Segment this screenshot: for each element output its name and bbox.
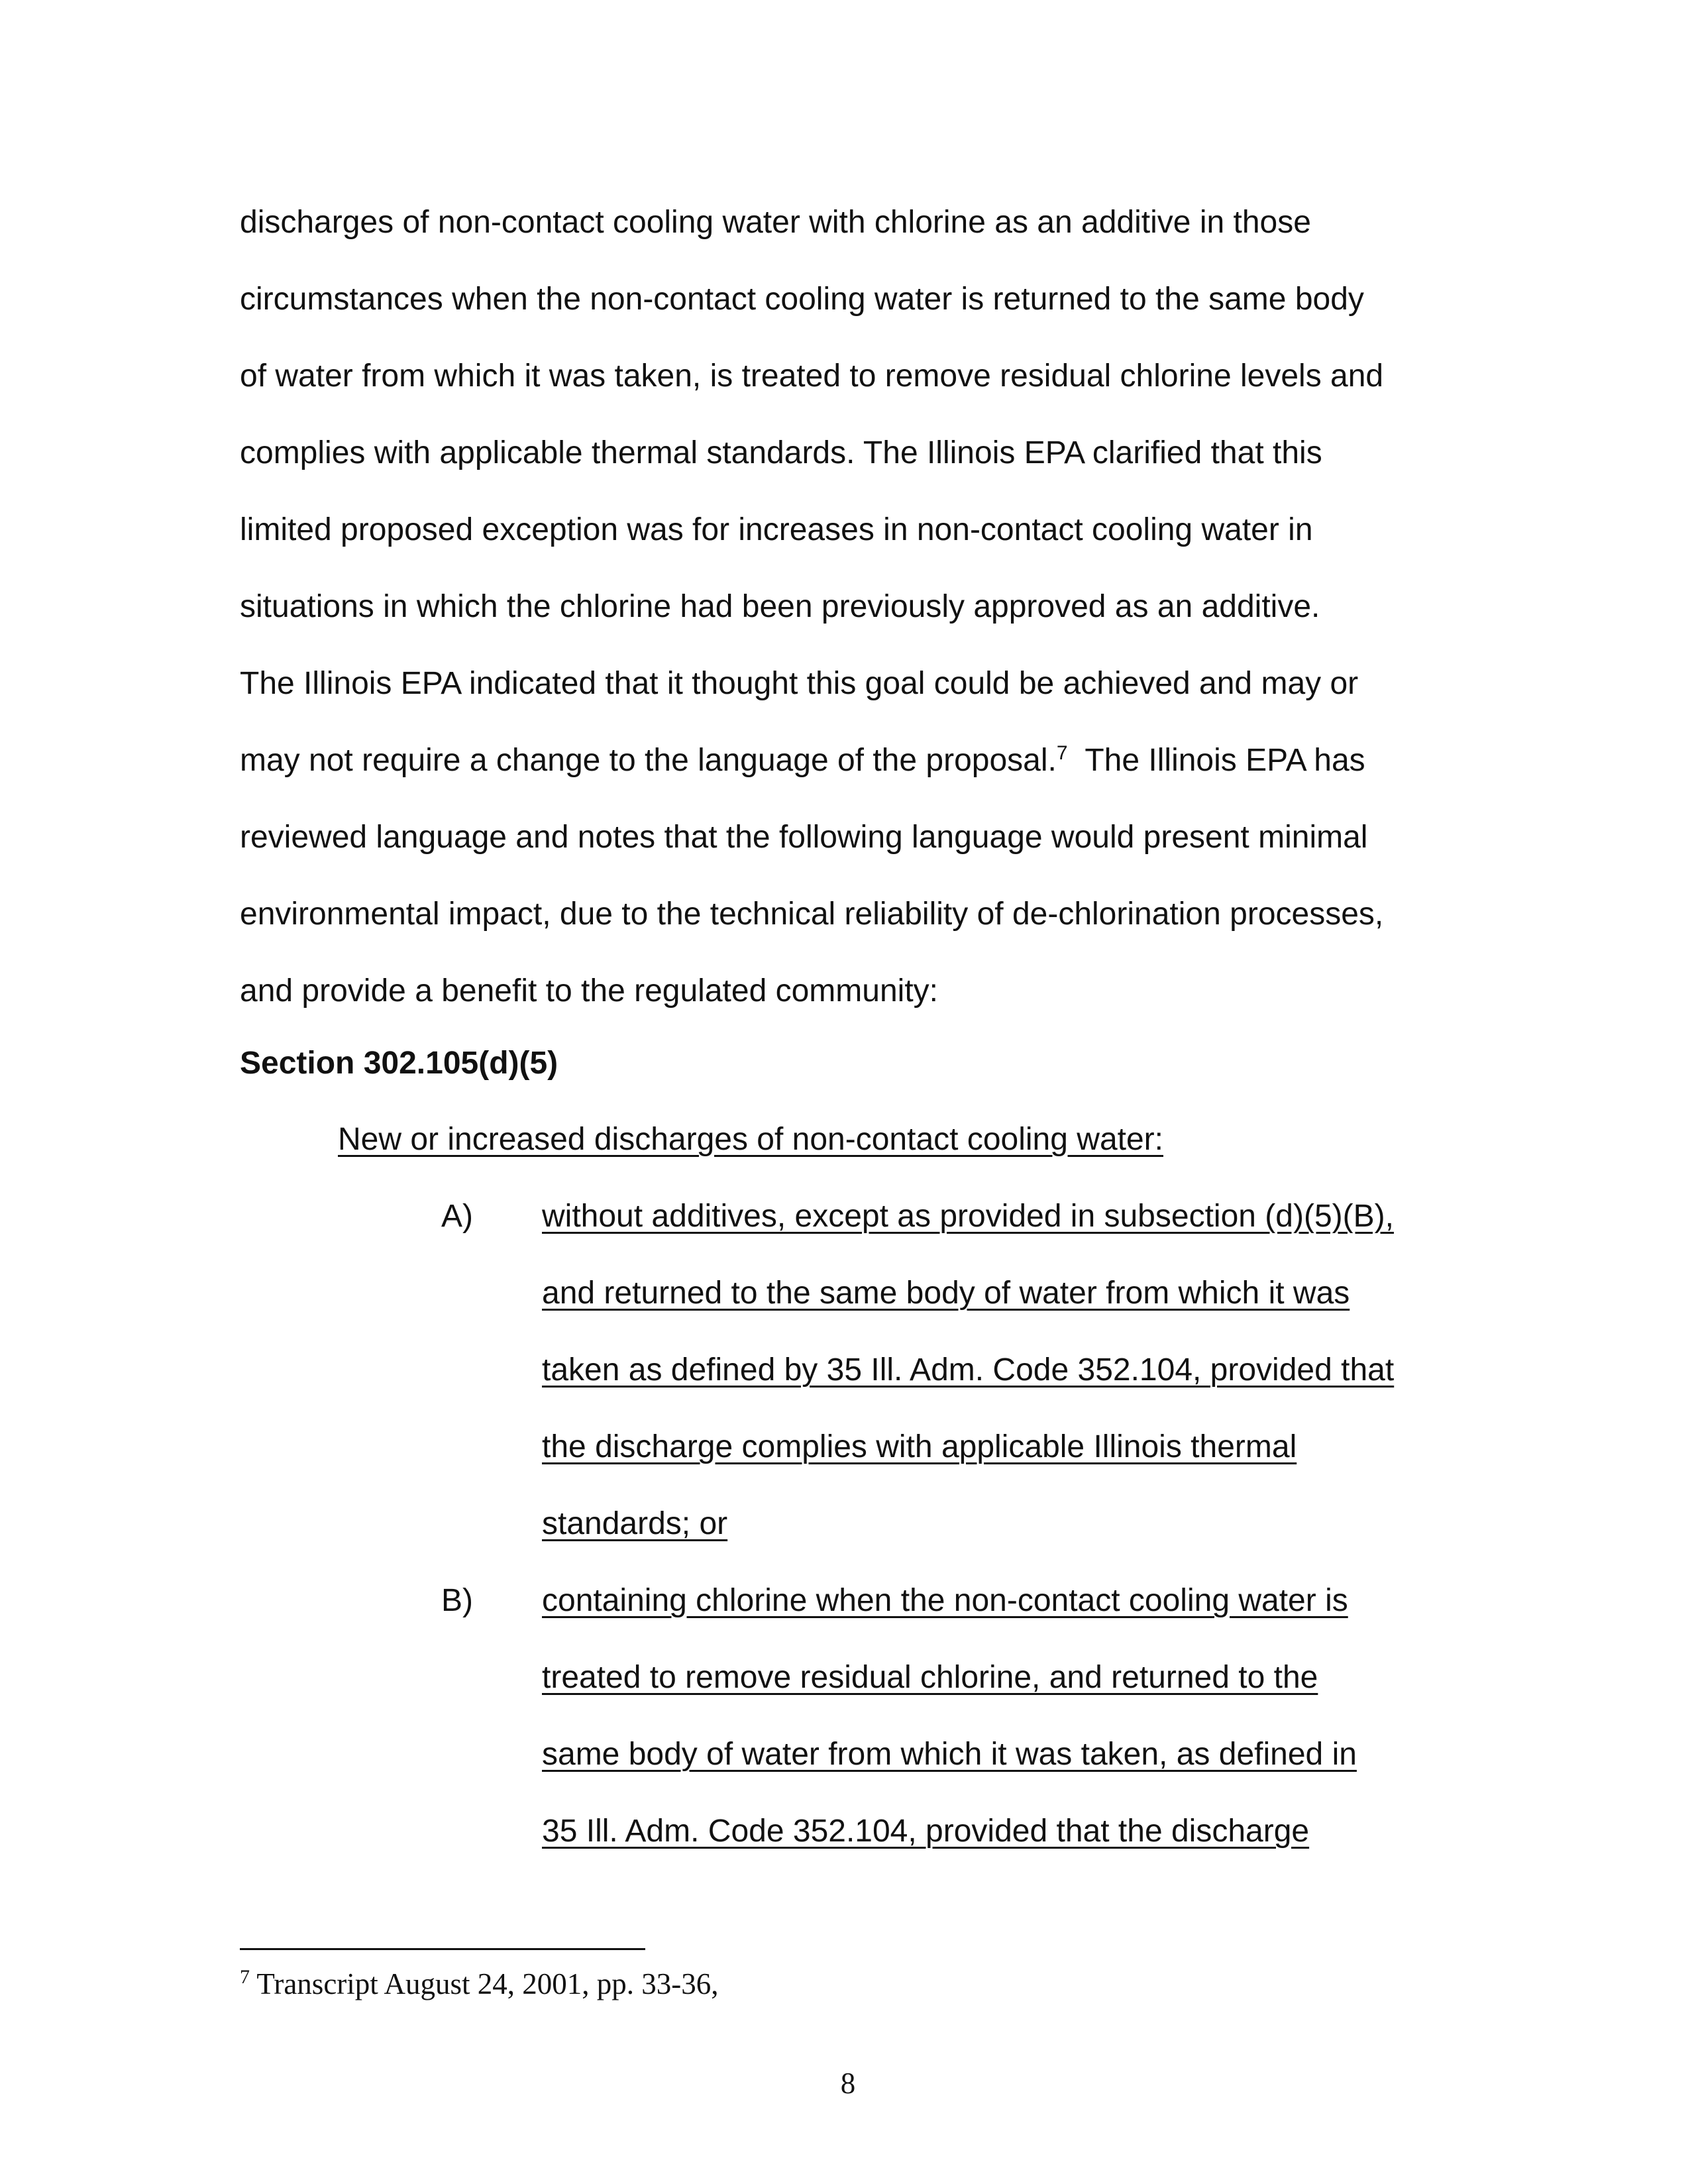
item-a-line: standards; or: [542, 1506, 728, 1541]
item-a-line: and returned to the same body of water from which it was: [542, 1276, 1350, 1311]
body-line: environmental impact, due to the technical reliability of de-chlorination processes,: [240, 897, 1384, 932]
item-a-line: the discharge complies with applicable Illinois thermal: [542, 1429, 1297, 1464]
body-line: and provide a benefit to the regulated community:: [240, 973, 938, 1009]
item-b-line: 35 Ill. Adm. Code 352.104, provided that the discharge: [542, 1814, 1310, 1849]
item-b-line: treated to remove residual chlorine, and returned to the: [542, 1660, 1318, 1695]
section-intro: New or increased discharges of non-contact cooling water:: [338, 1122, 1163, 1157]
footnote-text: Transcript August 24, 2001, pp. 33-36,: [250, 1967, 719, 2000]
item-b-line: containing chlorine when the non-contact cooling water is: [542, 1583, 1348, 1618]
body-line: discharges of non-contact cooling water with chlorine as an additive in those: [240, 205, 1311, 240]
body-line: limited proposed exception was for increases in non-contact cooling water in: [240, 512, 1313, 547]
item-a-line: without additives, except as provided in subsection (d)(5)(B),: [542, 1199, 1394, 1234]
footnote-number: 7: [240, 1966, 250, 1988]
body-line: circumstances when the non-contact cooling water is returned to the same body: [240, 282, 1364, 317]
body-line: of water from which it was taken, is treated to remove residual chlorine levels and: [240, 358, 1384, 394]
footnote-separator: [240, 1948, 645, 1950]
page-number: 8: [840, 2067, 856, 2100]
item-a-line: taken as defined by 35 Ill. Adm. Code 352.104, provided that: [542, 1352, 1395, 1388]
section-heading: Section 302.105(d)(5): [240, 1046, 558, 1081]
body-line-text-tail: The Illinois EPA has: [1067, 743, 1365, 778]
body-line: The Illinois EPA indicated that it thought this goal could be achieved and may or: [240, 666, 1359, 701]
body-line: complies with applicable thermal standards. The Illinois EPA clarified that this: [240, 435, 1322, 470]
body-line-text: may not require a change to the language of the proposal.: [240, 743, 1057, 778]
body-line: situations in which the chlorine had been previously approved as an additive.: [240, 589, 1320, 624]
item-label-b: B): [441, 1583, 473, 1618]
body-line-with-footnote: [240, 741, 1365, 781]
footnote-reference: 7: [1056, 742, 1068, 764]
item-label-a: A): [441, 1199, 473, 1234]
body-line: reviewed language and notes that the following language would present minimal: [240, 820, 1368, 855]
item-b-line: same body of water from which it was taken, as defined in: [542, 1737, 1357, 1772]
footnote: [240, 1965, 719, 2002]
